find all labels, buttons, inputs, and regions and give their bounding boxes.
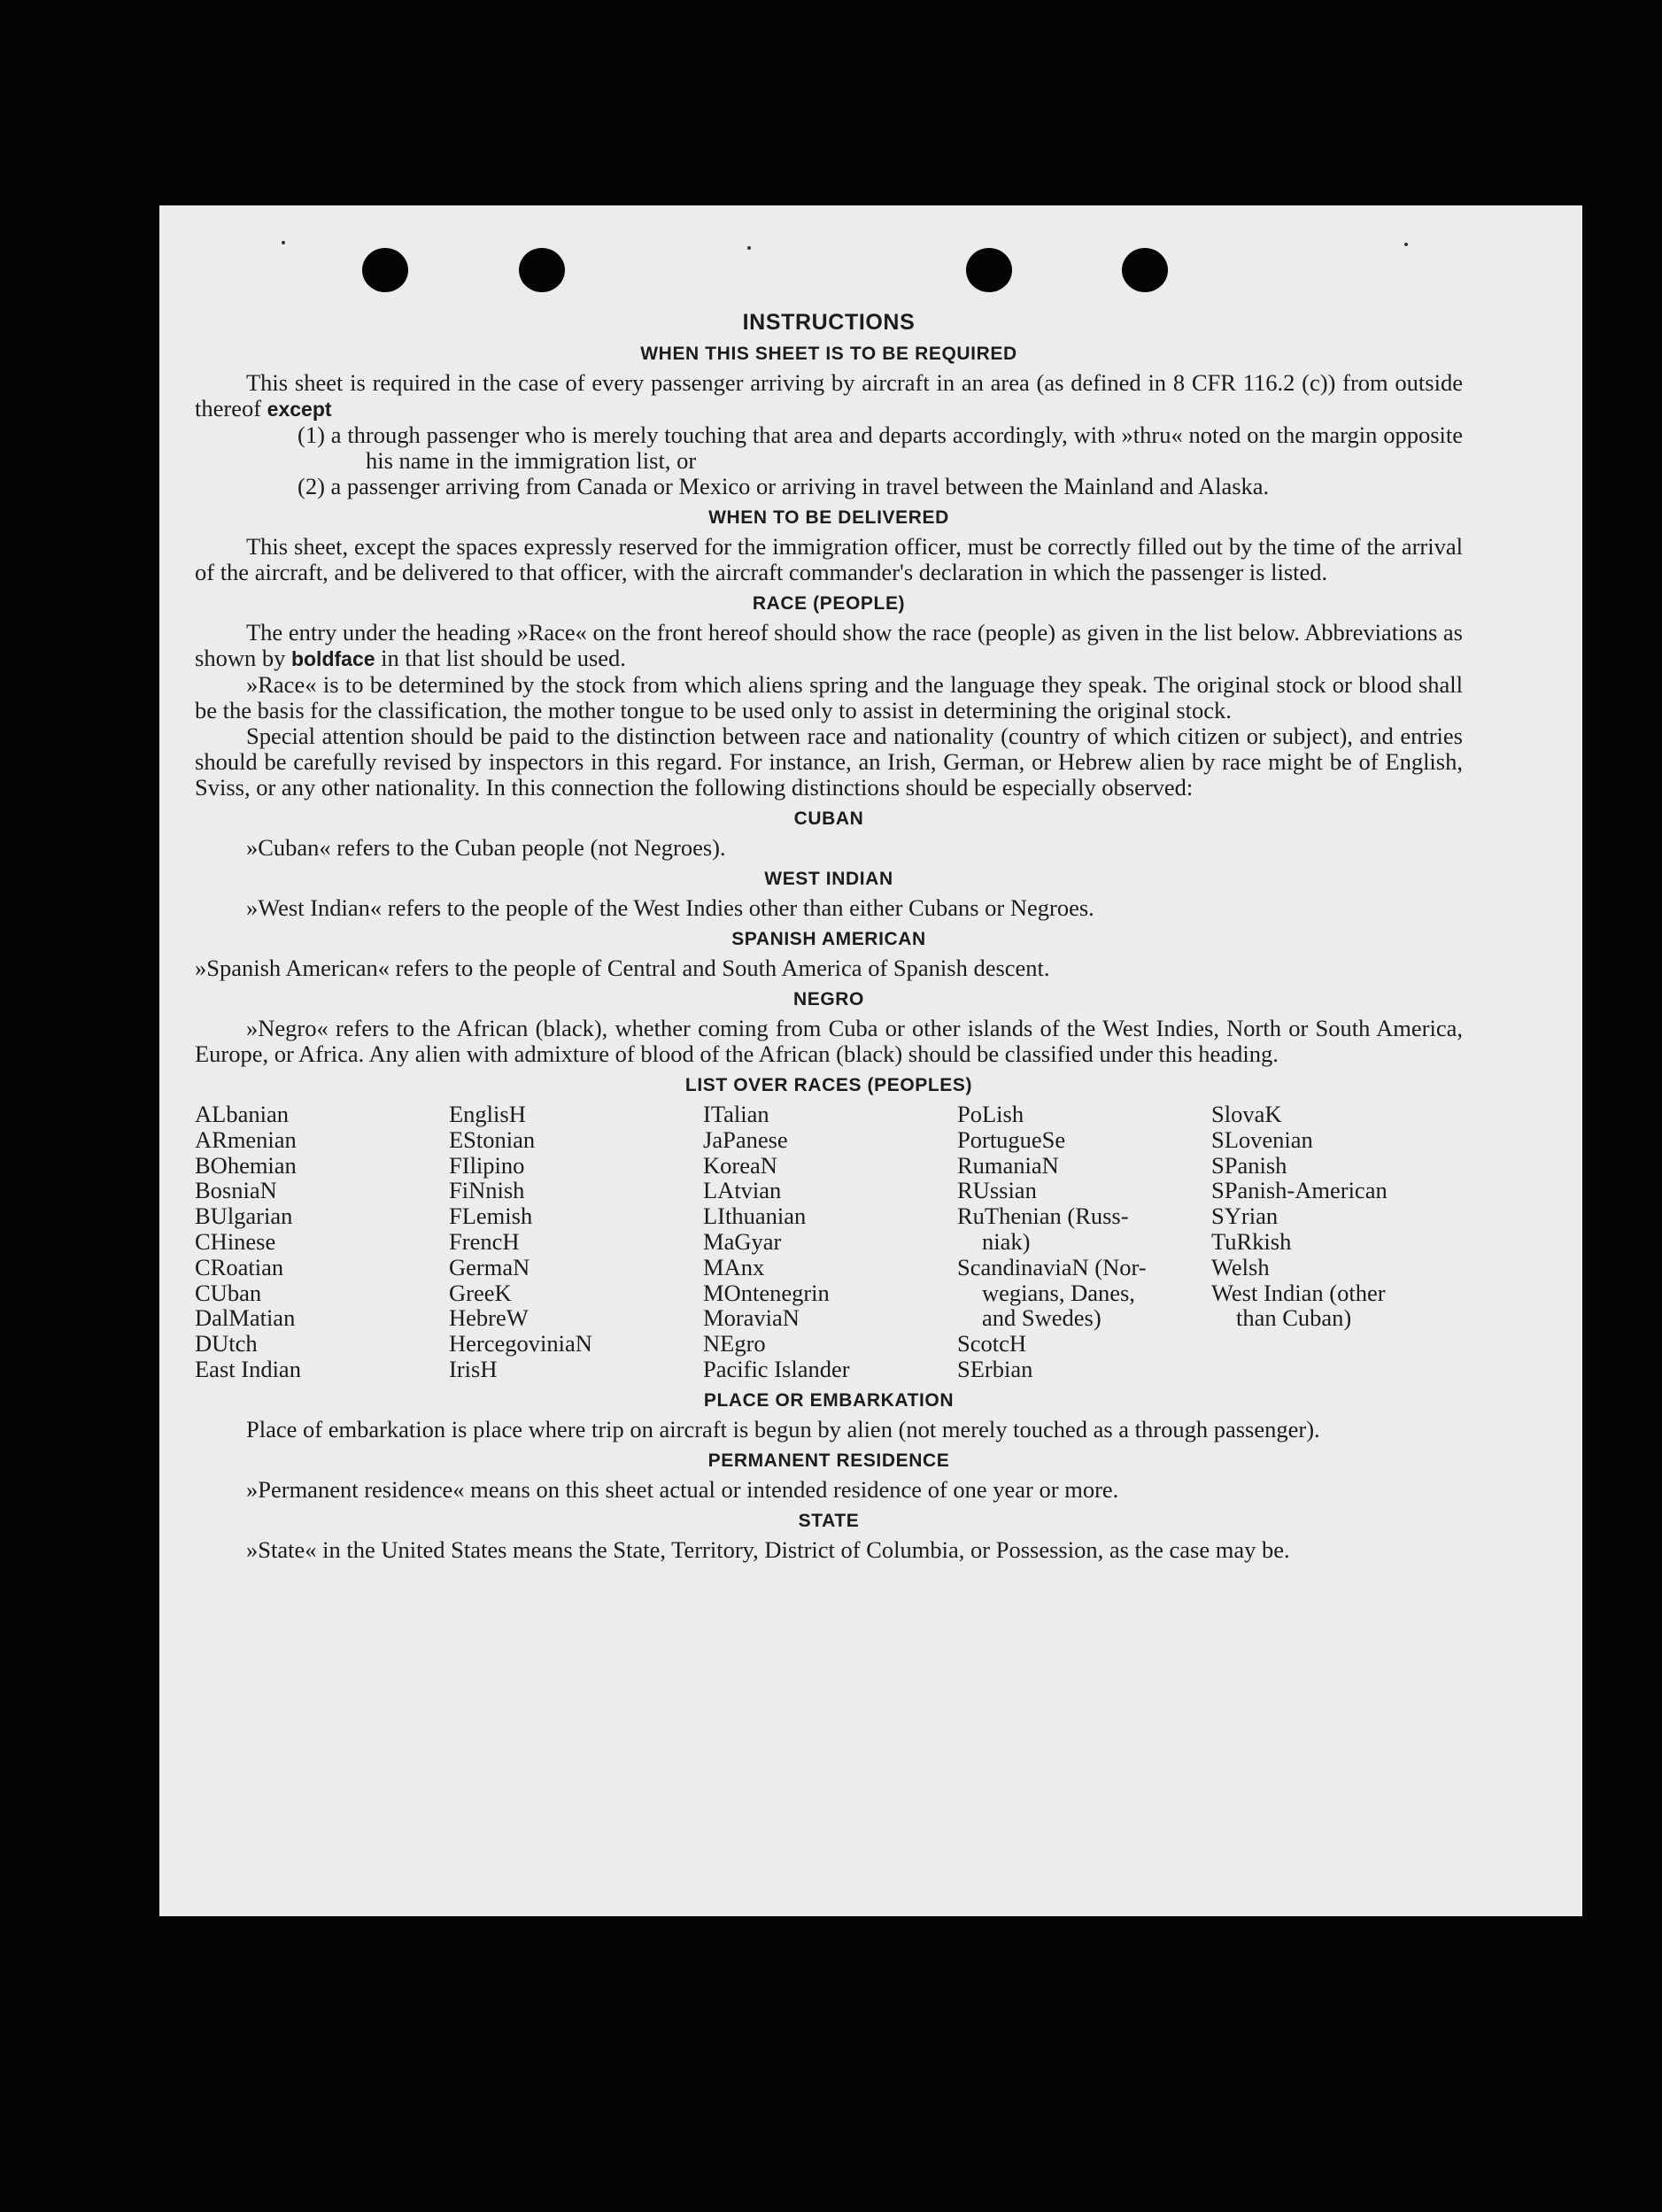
race-item: RumaniaN bbox=[957, 1151, 1059, 1179]
race-item: HebreW bbox=[449, 1304, 529, 1332]
negro-text: »Negro« refers to the African (black), whether coming from Cuba or other islands of the West Indies, North or South America, Europe, or Africa. Any alien with admixture of blood of the African (black) should be classified under this heading. bbox=[195, 1015, 1463, 1067]
west-indian-text: »West Indian« refers to the people of the West Indies other than either Cubans or Negroes. bbox=[246, 894, 1094, 921]
race-item: MaGyar bbox=[703, 1227, 782, 1255]
race-item: ScandinaviaN (Nor- bbox=[957, 1253, 1147, 1280]
instructions-content bbox=[195, 310, 1463, 1563]
punch-hole-1 bbox=[362, 248, 408, 292]
speck bbox=[282, 241, 285, 244]
race-item: KoreaN bbox=[703, 1151, 777, 1179]
race-item: LIthuanian bbox=[703, 1203, 807, 1230]
race-item: GermaN bbox=[449, 1253, 530, 1280]
section-title-race: RACE (PEOPLE) bbox=[752, 593, 906, 614]
race-item: SPanish bbox=[1211, 1151, 1287, 1179]
race-item: EStonian bbox=[449, 1125, 536, 1153]
race-item: niak) bbox=[982, 1227, 1031, 1255]
section-title-spanish-american: SPANISH AMERICAN bbox=[731, 929, 926, 949]
race-item: SPanish-American bbox=[1211, 1177, 1388, 1204]
race-item: PoLish bbox=[957, 1101, 1024, 1127]
race-item: MoraviaN bbox=[703, 1304, 800, 1332]
cuban-text: »Cuban« refers to the Cuban people (not Negroes). bbox=[246, 834, 726, 861]
race-item: FLemish bbox=[449, 1203, 533, 1230]
race-item: PortugueSe bbox=[957, 1125, 1066, 1153]
state-text: »State« in the United States means the State, Territory, District of Columbia, or Possession, as the case may be. bbox=[246, 1535, 1290, 1563]
race-item: ITalian bbox=[703, 1101, 769, 1127]
page-title: INSTRUCTIONS bbox=[742, 310, 916, 335]
race-item: EnglisH bbox=[449, 1101, 526, 1127]
race-item: CRoatian bbox=[195, 1253, 284, 1280]
delivered-text: This sheet, except the spaces expressly reserved for the immigration officer, must be correctly filled out by the time of the arrival of the aircraft, and be delivered to that officer, with the aircraft commander's declaration in which the passenger is listed. bbox=[195, 533, 1463, 585]
race-item: FrencH bbox=[449, 1227, 520, 1255]
section-title-negro: NEGRO bbox=[792, 989, 864, 1009]
race-item: GreeK bbox=[449, 1279, 512, 1306]
required-item-1: (1) a through passenger who is merely touching that area and departs accordingly, with »thru« noted on the margin opposite his name in the immigration list, or bbox=[298, 422, 1463, 474]
race-item: wegians, Danes, bbox=[982, 1279, 1135, 1306]
race-item: FIlipino bbox=[449, 1151, 525, 1179]
race-item: Pacific Islander bbox=[703, 1355, 850, 1382]
embarkation-text: Place of embarkation is place where trip on aircraft is begun by alien (not merely touched as a through passenger). bbox=[246, 1415, 1320, 1442]
race-item: Welsh bbox=[1211, 1253, 1270, 1280]
race-paragraph-2: »Race« is to be determined by the stock from which aliens spring and the language they speak. The original stock or blood shall be the basis for the classification, the mother tongue to be used only to assist in determining the original stock. bbox=[195, 671, 1463, 723]
race-paragraph-1: The entry under the heading »Race« on the front hereof should show the race (people) as given in the list below. Abbreviations as shown by boldface in that list should be used. bbox=[195, 619, 1463, 671]
race-item: East Indian bbox=[195, 1355, 301, 1382]
punch-hole-3 bbox=[966, 248, 1012, 292]
race-paragraph-3: Special attention should be paid to the distinction between race and nationality (country of which citizen or subject), and entries should be carefully revised by inspectors in this regard. For instance, an Irish, German, or Hebrew alien by race might be of English, Sviss, or any other nationality. In this connection the following distinctions should be especially observed: bbox=[195, 723, 1463, 800]
race-item: DalMatian bbox=[195, 1304, 296, 1332]
race-column bbox=[195, 1102, 449, 1382]
race-item: CUban bbox=[195, 1279, 262, 1306]
race-item: ARmenian bbox=[195, 1125, 297, 1153]
section-title-residence: PERMANENT RESIDENCE bbox=[707, 1450, 950, 1471]
race-item: West Indian (other bbox=[1211, 1279, 1386, 1306]
race-item: LAtvian bbox=[703, 1177, 782, 1204]
punch-hole-4 bbox=[1122, 248, 1168, 292]
race-item: MOntenegrin bbox=[703, 1279, 830, 1306]
speck bbox=[1404, 243, 1408, 246]
race-item: JaPanese bbox=[703, 1125, 788, 1153]
race-column bbox=[703, 1102, 957, 1382]
section-title-cuban: CUBAN bbox=[793, 808, 864, 829]
race-item: DUtch bbox=[195, 1330, 258, 1357]
race-item: CHinese bbox=[195, 1227, 276, 1255]
race-item: and Swedes) bbox=[982, 1304, 1102, 1332]
required-intro: This sheet is required in the case of every passenger arriving by aircraft in an area (as defined in 8 CFR 116.2 (c)) from outside thereof except bbox=[195, 369, 1463, 422]
race-list bbox=[195, 1102, 1463, 1382]
punch-hole-2 bbox=[519, 248, 565, 292]
race-item: HercegoviniaN bbox=[449, 1330, 592, 1357]
section-title-embarkation: PLACE OR EMBARKATION bbox=[703, 1389, 955, 1411]
race-column bbox=[1211, 1102, 1465, 1382]
instruction-sheet bbox=[159, 205, 1582, 1916]
section-title-delivered: WHEN TO BE DELIVERED bbox=[708, 507, 949, 528]
race-item: SlovaK bbox=[1211, 1101, 1282, 1127]
race-column bbox=[957, 1102, 1211, 1382]
spanish-american-text: »Spanish American« refers to the people of Central and South America of Spanish descent. bbox=[195, 955, 1050, 981]
race-item: than Cuban) bbox=[1236, 1304, 1352, 1332]
required-item-2: (2) a passenger arriving from Canada or Mexico or arriving in travel between the Mainland and Alaska. bbox=[298, 473, 1270, 499]
race-column bbox=[449, 1102, 703, 1382]
race-item: ALbanian bbox=[195, 1101, 289, 1127]
section-title-west-indian: WEST INDIAN bbox=[764, 869, 893, 889]
race-item: BOhemian bbox=[195, 1151, 297, 1179]
race-item: BUlgarian bbox=[195, 1203, 293, 1230]
race-item: RuThenian (Russ- bbox=[957, 1203, 1129, 1230]
race-item: TuRkish bbox=[1211, 1227, 1292, 1255]
race-item: IrisH bbox=[449, 1355, 498, 1382]
race-item: RUssian bbox=[957, 1177, 1037, 1204]
section-title-race-list: LIST OVER RACES (PEOPLES) bbox=[684, 1075, 973, 1095]
section-title-required: WHEN THIS SHEET IS TO BE REQUIRED bbox=[640, 344, 1017, 364]
race-item: BosniaN bbox=[195, 1177, 277, 1204]
race-item: SErbian bbox=[957, 1355, 1033, 1382]
race-item: MAnx bbox=[703, 1253, 765, 1280]
speck bbox=[747, 246, 751, 250]
race-item: SLovenian bbox=[1211, 1125, 1313, 1153]
residence-text: »Permanent residence« means on this sheet actual or intended residence of one year or more. bbox=[246, 1475, 1119, 1503]
race-item: NEgro bbox=[703, 1330, 766, 1357]
race-item: FiNnish bbox=[449, 1177, 525, 1204]
section-title-state: STATE bbox=[798, 1510, 860, 1531]
race-item: ScotcH bbox=[957, 1330, 1027, 1357]
race-item: SYrian bbox=[1211, 1203, 1279, 1230]
